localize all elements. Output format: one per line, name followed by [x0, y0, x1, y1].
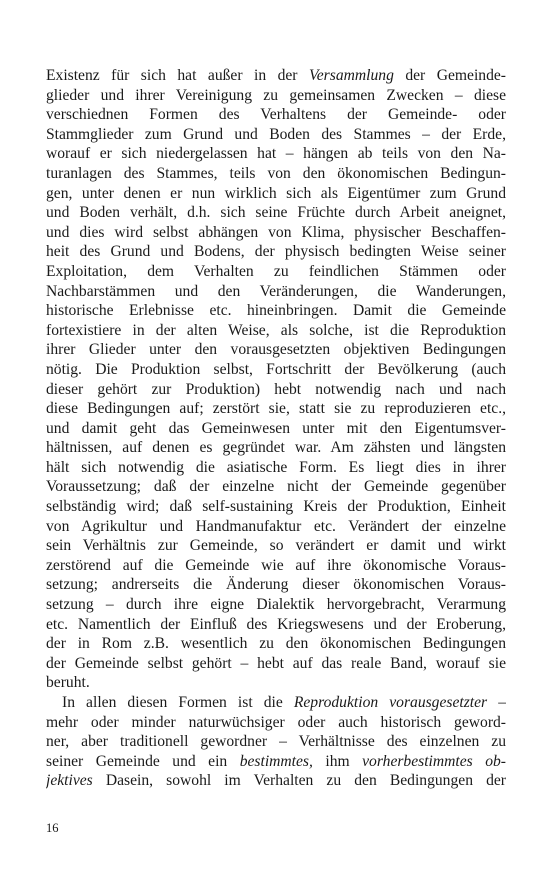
text-line: und dies wird selbst abhängen von Klima, physischer Beschaffen-	[46, 223, 506, 241]
text-line: diese Bedingungen auf; zerstört sie, statt sie zu reproduzieren etc.,	[46, 400, 506, 418]
text-line: zerstörend auf die Gemeinde wie auf ihre ökonomische Voraus-	[46, 556, 506, 574]
text-line: von Agrikultur und Handmanufaktur etc. Verändert der einzelne	[46, 517, 506, 535]
text-line: Exploitation, dem Verhalten zu feindlichen Stämmen oder	[46, 262, 506, 280]
text-line: selbständig wird; daß self-sustaining Kreis der Produktion, Einheit	[46, 498, 506, 516]
text-line: glieder und ihrer Vereinigung zu gemeinsamen Zwecken – diese	[46, 86, 506, 104]
text-line: hält sich notwendig die asiatische Form. Es liegt dies in ihrer	[46, 458, 506, 476]
text-line: historische Erlebnisse etc. hineinbringen. Damit die Gemeinde	[46, 302, 506, 320]
text-line: Existenz für sich hat außer in der Versammlung der Gemeinde-	[46, 67, 506, 84]
text-line: In allen diesen Formen ist die Reproduktion vorausgesetzter –	[62, 694, 506, 711]
text-line: dieser gehört zur Produktion) hebt notwendig nach und nach	[46, 380, 506, 398]
text-line: beruht.	[46, 674, 90, 692]
text-line: nötig. Die Produktion selbst, Fortschritt der Bevölkerung (auch	[46, 360, 506, 378]
text-line: setzung – durch ihre eigne Dialektik hervorgebracht, Verarmung	[46, 596, 506, 614]
text-line: fortexistiere in der alten Weise, als solche, ist die Reproduktion	[46, 321, 506, 339]
text-line: heit des Grund und Bodens, der physisch bedingten Weise seiner	[46, 243, 506, 261]
text-line: ihrer Glieder unter den vorausgesetzten objektiven Bedingungen	[46, 341, 506, 359]
text-line: worauf er sich niedergelassen hat – hängen ab teils von den Na-	[46, 145, 506, 163]
text-line: Voraussetzung; daß der einzelne nicht der Gemeinde gegenüber	[46, 478, 506, 496]
text-line: seiner Gemeinde und ein bestimmtes, ihm vorherbestimmtes ob-	[46, 752, 506, 770]
text-line: der in Rom z.B. wesentlich zu den ökonomischen Bedingungen	[46, 635, 506, 653]
text-line: gen, unter denen er nun wirklich sich als Eigentümer zum Grund	[46, 184, 506, 202]
text-line: und damit geht das Gemeinwesen unter mit den Eigentumsver-	[46, 419, 506, 437]
text-line: turanlagen des Stammes, teils von den ökonomischen Bedingun-	[46, 164, 506, 182]
text-line: Nachbarstämmen und den Veränderungen, die Wanderungen,	[46, 282, 506, 300]
text-line: sein Verhältnis zur Gemeinde, so verändert er damit und wirkt	[46, 537, 506, 555]
text-line: mehr oder minder naturwüchsiger oder auch historisch geword-	[46, 713, 506, 731]
text-line: setzung; andrerseits die Änderung dieser ökonomischen Voraus-	[46, 576, 506, 594]
page-number: 16	[46, 821, 59, 835]
text-line: ner, aber traditionell gewordner – Verhältnisse des einzelnen zu	[46, 733, 506, 751]
text-line: und Boden verhält, d.h. sich seine Früchte durch Arbeit aneignet,	[46, 204, 506, 222]
text-line: der Gemeinde selbst gehört – hebt auf das reale Band, worauf sie	[46, 654, 506, 672]
text-line: etc. Namentlich der Einfluß des Kriegswesens und der Eroberung,	[46, 615, 506, 633]
text-line: Stammglieder zum Grund und Boden des Stammes – der Erde,	[46, 125, 506, 143]
text-line: jektives Dasein, sowohl im Verhalten zu den Bedingungen der	[46, 772, 506, 790]
book-page-text	[46, 66, 506, 791]
text-line: verschiednen Formen des Verhaltens der Gemeinde- oder	[46, 106, 506, 124]
text-line: hältnissen, auf denen es gegründet war. Am zähsten und längsten	[46, 439, 506, 457]
